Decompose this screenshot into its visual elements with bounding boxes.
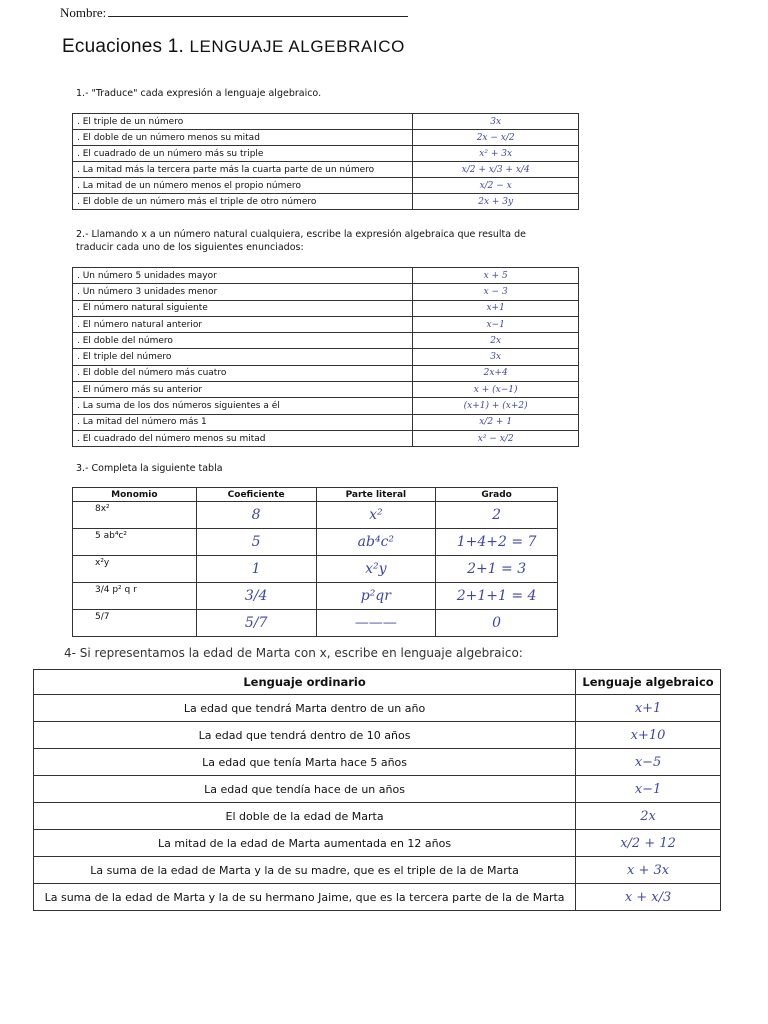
answer-cell: 3x [413,349,579,365]
q4-row [34,695,721,722]
q3-row [73,502,558,529]
q2-row [73,365,579,381]
statement-cell: . El cuadrado de un número más su triple [73,146,413,162]
name-label: Nombre: [60,5,107,20]
q2-row [73,284,579,300]
q4-header-cell: Lenguaje ordinario [34,670,576,695]
q2-row [73,316,579,332]
q3-header-cell: Monomio [73,488,197,502]
q2-table [72,267,579,447]
parte-literal-cell: x²y [316,556,436,583]
q2-prompt: 2.- Llamando x a un número natural cualquiera, escribe la expresión algebraica que resulta de traducir cada uno de los siguientes enunciados: [76,229,526,253]
q4-row [34,803,721,830]
answer-cell: 2x [413,333,579,349]
name-field [60,5,408,21]
ordinario-cell: La mitad de la edad de Marta aumentada en 12 años [34,830,576,857]
answer-cell: 2x − x/2 [413,130,579,146]
statement-cell: . Un número 5 unidades mayor [73,268,413,284]
q2-row [73,349,579,365]
statement-cell: . La mitad más la tercera parte más la cuarta parte de un número [73,162,413,178]
answer-cell: x² + 3x [413,146,579,162]
grado-cell: 2+1+1 = 4 [436,583,558,610]
statement-cell: . El triple de un número [73,114,413,130]
grado-cell: 0 [436,610,558,637]
statement-cell: . El número natural anterior [73,316,413,332]
q2-row [73,382,579,398]
q1-table [72,113,579,210]
coeficiente-cell: 5/7 [196,610,316,637]
ordinario-cell: La suma de la edad de Marta y la de su madre, que es el triple de la de Marta [34,857,576,884]
answer-cell: x/2 + x/3 + x/4 [413,162,579,178]
statement-cell: . El doble del número más cuatro [73,365,413,381]
q2-row [73,414,579,430]
algebraico-cell: x/2 + 12 [576,830,721,857]
q2-row [73,300,579,316]
monomio-cell: 5 ab⁴c² [73,529,197,556]
name-blank-line [108,5,408,17]
grado-cell: 2+1 = 3 [436,556,558,583]
q3-row [73,610,558,637]
statement-cell: . El cuadrado del número menos su mitad [73,430,413,446]
answer-cell: x/2 − x [413,178,579,194]
parte-literal-cell: ——— [316,610,436,637]
q4-row [34,749,721,776]
q4-header-cell: Lenguaje algebraico [576,670,721,695]
answer-cell: x/2 + 1 [413,414,579,430]
answer-cell: x−1 [413,316,579,332]
statement-cell: . El doble de un número más el triple de otro número [73,194,413,210]
algebraico-cell: 2x [576,803,721,830]
q3-header-cell: Parte literal [316,488,436,502]
q3-table [72,487,558,637]
q4-table [33,669,721,911]
algebraico-cell: x + 3x [576,857,721,884]
statement-cell: . Un número 3 unidades menor [73,284,413,300]
coeficiente-cell: 1 [196,556,316,583]
algebraico-cell: x+1 [576,695,721,722]
q3-header-cell: Grado [436,488,558,502]
monomio-cell: 5/7 [73,610,197,637]
answer-cell: 3x [413,114,579,130]
q4-prompt: 4- Si representamos la edad de Marta con x, escribe en lenguaje algebraico: [64,646,523,660]
statement-cell: . La suma de los dos números siguientes a él [73,398,413,414]
page-title [62,36,405,58]
q2-row [73,268,579,284]
coeficiente-cell: 8 [196,502,316,529]
answer-cell: 2x + 3y [413,194,579,210]
statement-cell: . La mitad de un número menos el propio número [73,178,413,194]
answer-cell: x + 5 [413,268,579,284]
answer-cell: x² − x/2 [413,430,579,446]
algebraico-cell: x−5 [576,749,721,776]
q1-row [73,194,579,210]
q1-row [73,162,579,178]
parte-literal-cell: ab⁴c² [316,529,436,556]
ordinario-cell: La edad que tendrá Marta dentro de un año [34,695,576,722]
monomio-cell: 3/4 p² q r [73,583,197,610]
q2-row [73,430,579,446]
grado-cell: 2 [436,502,558,529]
q4-row [34,884,721,911]
ordinario-cell: La edad que tendrá dentro de 10 años [34,722,576,749]
ordinario-cell: La edad que tenía Marta hace 5 años [34,749,576,776]
algebraico-cell: x+10 [576,722,721,749]
answer-cell: x − 3 [413,284,579,300]
q3-row [73,556,558,583]
q2-row [73,333,579,349]
statement-cell: . El número más su anterior [73,382,413,398]
q1-row [73,178,579,194]
q4-row [34,776,721,803]
parte-literal-cell: x² [316,502,436,529]
q1-row [73,114,579,130]
q3-prompt: 3.- Completa la siguiente tabla [76,463,223,474]
q1-prompt: 1.- "Traduce" cada expresión a lenguaje algebraico. [76,88,322,99]
parte-literal-cell: p²qr [316,583,436,610]
answer-cell: x + (x−1) [413,382,579,398]
q4-row [34,722,721,749]
ordinario-cell: La suma de la edad de Marta y la de su hermano Jaime, que es la tercera parte de la de Marta [34,884,576,911]
statement-cell: . El doble del número [73,333,413,349]
ordinario-cell: El doble de la edad de Marta [34,803,576,830]
q4-row [34,857,721,884]
statement-cell: . El triple del número [73,349,413,365]
algebraico-cell: x−1 [576,776,721,803]
answer-cell: x+1 [413,300,579,316]
q1-row [73,146,579,162]
title-sub: LENGUAJE ALGEBRAICO [189,37,405,56]
q1-row [73,130,579,146]
q3-row [73,529,558,556]
coeficiente-cell: 5 [196,529,316,556]
q2-row [73,398,579,414]
grado-cell: 1+4+2 = 7 [436,529,558,556]
q3-header-cell: Coeficiente [196,488,316,502]
ordinario-cell: La edad que tendía hace de un años [34,776,576,803]
monomio-cell: x²y [73,556,197,583]
statement-cell: . El número natural siguiente [73,300,413,316]
answer-cell: 2x+4 [413,365,579,381]
monomio-cell: 8x² [73,502,197,529]
title-main: Ecuaciones 1. [62,36,184,57]
q3-row [73,583,558,610]
coeficiente-cell: 3/4 [196,583,316,610]
answer-cell: (x+1) + (x+2) [413,398,579,414]
statement-cell: . La mitad del número más 1 [73,414,413,430]
algebraico-cell: x + x/3 [576,884,721,911]
q4-row [34,830,721,857]
statement-cell: . El doble de un número menos su mitad [73,130,413,146]
